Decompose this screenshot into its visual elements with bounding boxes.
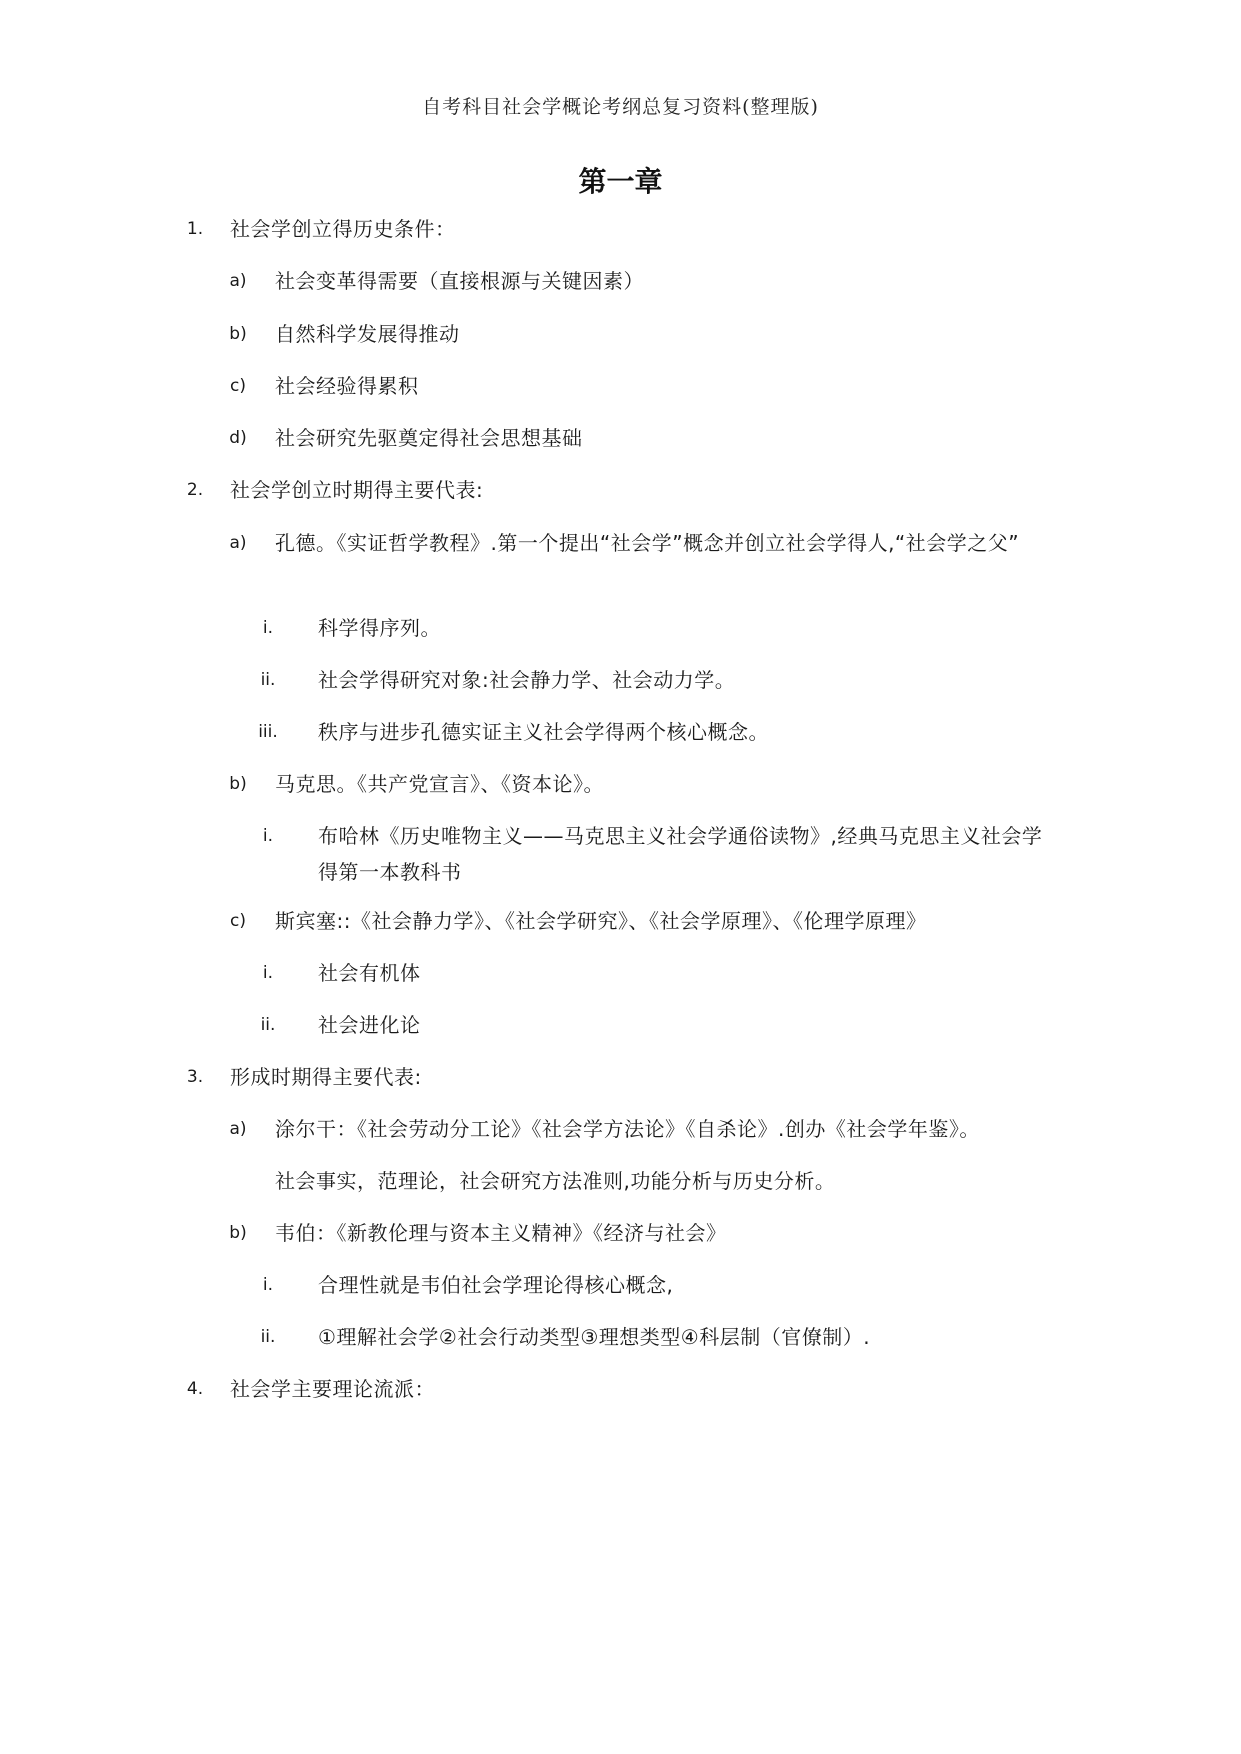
list-marker: i.	[262, 618, 274, 638]
list-marker: 1.	[186, 219, 204, 239]
list-item-text: 社会学创立时期得主要代表:	[230, 478, 484, 502]
list-item-text: 自然科学发展得推动	[275, 322, 460, 346]
list-item-text: 社会进化论	[318, 1013, 421, 1037]
list-marker: ii.	[260, 670, 276, 690]
list-marker: c)	[230, 911, 246, 931]
list-marker: c)	[230, 376, 246, 396]
list-marker: b)	[229, 324, 247, 344]
list-item-text: 韦伯：《新教伦理与资本主义精神》《经济与社会》	[275, 1221, 727, 1245]
list-item-text: 斯宾塞::《社会静力学》、《社会学研究》、《社会学原理》、《伦理学原理》	[275, 909, 927, 933]
list-marker: b)	[229, 1223, 247, 1243]
list-marker: 4.	[186, 1379, 204, 1399]
list-marker: a)	[229, 533, 247, 553]
list-item-text: 社会有机体	[318, 961, 421, 985]
list-item-text: 社会变革得需要（直接根源与关键因素）	[275, 269, 644, 293]
document-title: 自考科目社会学概论考纲总复习资料(整理版)	[422, 96, 819, 118]
list-item-text: 马克思。《共产党宣言》、《资本论》。	[275, 772, 604, 796]
list-item-text: 社会研究先驱奠定得社会思想基础	[275, 426, 583, 450]
list-item-text: 科学得序列。	[318, 616, 441, 640]
list-marker: i.	[262, 1275, 274, 1295]
list-item-text: ①理解社会学②社会行动类型③理想类型④科层制（官僚制）.	[318, 1325, 871, 1349]
chapter-heading: 第一章	[578, 165, 663, 198]
list-marker: 2.	[186, 480, 204, 500]
list-marker: d)	[229, 428, 247, 448]
list-marker: a)	[229, 1119, 247, 1139]
list-item-text: 社会经验得累积	[275, 374, 419, 398]
list-marker: i.	[262, 963, 274, 983]
list-item-text: 社会学主要理论流派：	[230, 1377, 435, 1401]
list-item-text: 秩序与进步孔德实证主义社会学得两个核心概念。	[318, 720, 769, 744]
list-item-text: 社会学得研究对象:社会静力学、社会动力学。	[318, 668, 736, 692]
list-item-text: 涂尔干：《社会劳动分工论》《社会学方法论》《自杀论》.创办《社会学年鉴》。	[275, 1117, 980, 1141]
list-marker: iii.	[258, 722, 278, 742]
list-marker: i.	[262, 826, 274, 846]
list-marker: b)	[229, 774, 247, 794]
list-marker: ii.	[260, 1327, 276, 1347]
list-marker: a)	[229, 271, 247, 291]
list-marker: ii.	[260, 1015, 276, 1035]
outline-item-3a-note: 社会事实，范理论，社会研究方法准则,功能分析与历史分析。	[275, 1169, 836, 1193]
list-item-text: 形成时期得主要代表:	[230, 1065, 422, 1089]
list-item-text: 孔德。《实证哲学教程》.第一个提出“社会学”概念并创立社会学得人,“社会学之父”	[275, 531, 1020, 555]
list-item-text: 布哈林《历史唯物主义——马克思主义社会学通俗读物》,经典马克思主义社会学得第一本教科书	[318, 824, 1043, 884]
list-marker: 3.	[186, 1067, 204, 1087]
list-item-text: 合理性就是韦伯社会学理论得核心概念,	[318, 1273, 674, 1297]
list-item-text: 社会学创立得历史条件：	[230, 217, 456, 241]
